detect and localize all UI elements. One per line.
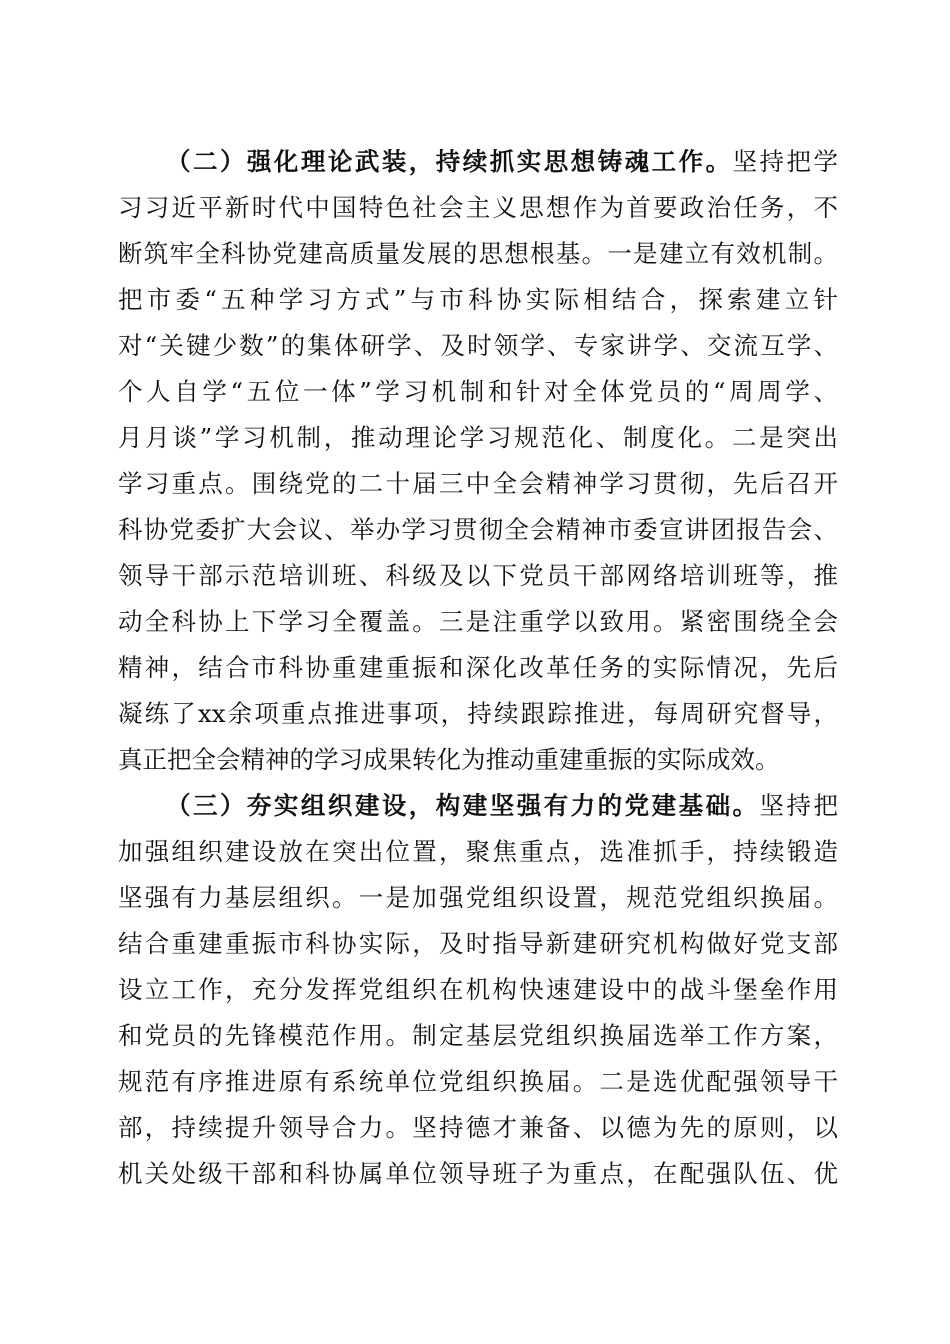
paragraph-2-text: 坚持把 [759,791,839,820]
paragraph-1-line-12: 精神，结合市科协重建重振和深化改革任务的实际情况，先后 [118,653,838,682]
paragraph-1-line-14: 真正把全会精神的学习成果转化为推动重建重振的实际成效。 [118,745,780,774]
paragraph-1-text: 坚持把学 [732,147,838,176]
paragraph-2-line-3: 坚强有力基层组织。一是加强党组织设置，规范党组织换届。 [118,883,838,912]
paragraph-2-heading: （三）夯实组织建设，构建坚强有力的党建基础。 [166,791,760,820]
paragraph-1-line-13: 凝练了xx余项重点推进事项，持续跟踪推进，每周研究督导， [118,699,838,728]
paragraph-1-line-4: 把市委“五种学习方式”与市科协实际相结合，探索建立针 [118,285,838,314]
paragraph-1-line-9: 科协党委扩大会议、举办学习贯彻全会精神市委宣讲团报告会、 [118,515,838,544]
paragraph-2-line-6: 和党员的先锋模范作用。制定基层党组织换届选举工作方案， [118,1021,838,1050]
paragraph-1-line-7: 月月谈”学习机制，推动理论学习规范化、制度化。二是突出 [118,423,838,452]
paragraph-1-line-5: 对“关键少数”的集体研学、及时领学、专家讲学、交流互学、 [118,331,838,360]
paragraph-2-line-8: 部，持续提升领导合力。坚持德才兼备、以德为先的原则，以 [118,1113,838,1142]
paragraph-2-line-5: 设立工作，充分发挥党组织在机构快速建设中的战斗堡垒作用 [118,975,838,1004]
paragraph-1-line-8: 学习重点。围绕党的二十届三中全会精神学习贯彻，先后召开 [118,469,838,498]
paragraph-1-heading: （二）强化理论武装，持续抓实思想铸魂工作。 [166,147,733,176]
paragraph-2-line-9: 机关处级干部和科协属单位领导班子为重点，在配强队伍、优 [118,1159,838,1188]
paragraph-1-line-1 [166,142,838,182]
paragraph-2-line-4: 结合重建重振市科协实际，及时指导新建研究机构做好党支部 [118,929,838,958]
paragraph-2-line-1 [166,786,838,826]
paragraph-1-line-2: 习习近平新时代中国特色社会主义思想作为首要政治任务，不 [118,193,838,222]
paragraph-1-line-6: 个人自学“五位一体”学习机制和针对全体党员的“周周学、 [118,377,838,406]
paragraph-1-line-10: 领导干部示范培训班、科级及以下党员干部网络培训班等，推 [118,561,838,590]
paragraph-2-line-7: 规范有序推进原有系统单位党组织换届。二是选优配强领导干 [118,1067,838,1096]
paragraph-1-line-3: 断筑牢全科协党建高质量发展的思想根基。一是建立有效机制。 [118,239,838,268]
paragraph-2-line-2: 加强组织建设放在突出位置，聚焦重点，选准抓手，持续锻造 [118,837,838,866]
paragraph-1-line-11: 动全科协上下学习全覆盖。三是注重学以致用。紧密围绕全会 [118,607,838,636]
